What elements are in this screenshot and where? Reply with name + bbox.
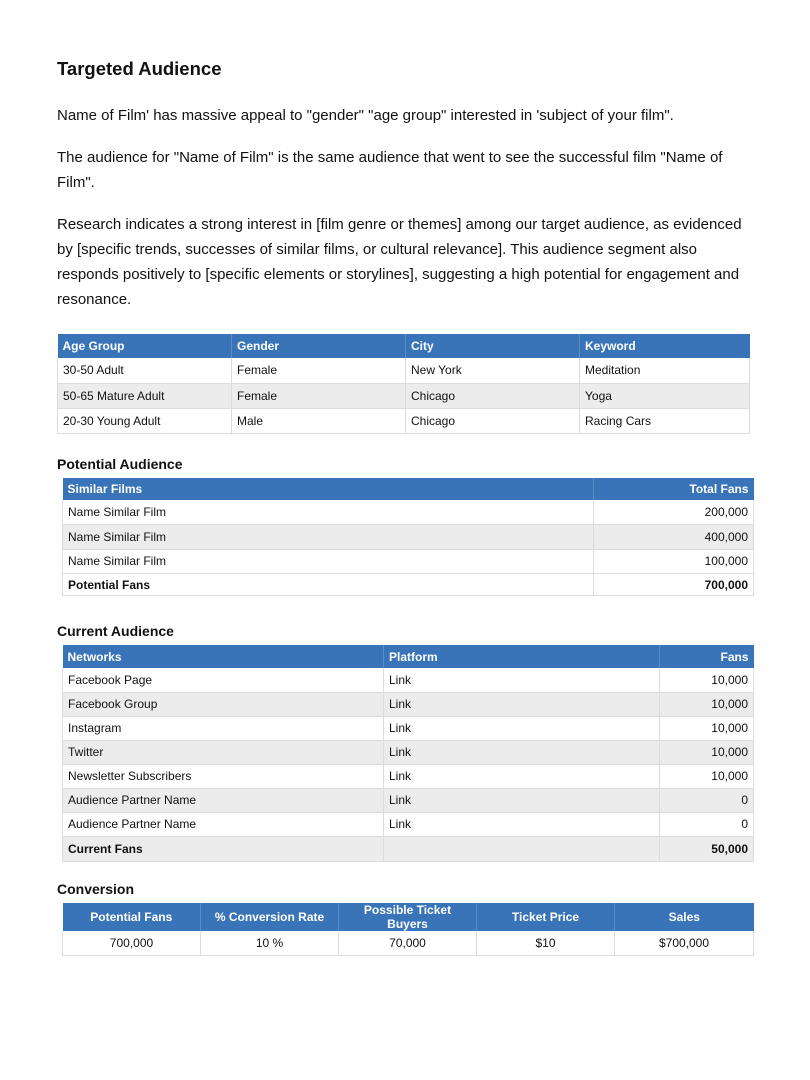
column-header: Gender xyxy=(232,334,406,358)
table-cell: Facebook Group xyxy=(63,692,384,716)
column-header: Potential Fans xyxy=(63,903,201,931)
table-cell: Potential Fans xyxy=(63,574,594,596)
table-row xyxy=(58,358,750,383)
table-row xyxy=(63,716,754,740)
intro-paragraph-3: Research indicates a strong interest in [film genre or themes] among our target audience, as evidenced by [specific trends, successes of similar films, or cultural relevance]. This audience segment also responds positively to [specific elements or storylines], suggesting a high potential for engagement and resonance. xyxy=(57,216,742,308)
table-cell: New York xyxy=(406,358,580,383)
table-cell: Link xyxy=(384,692,660,716)
potential-audience-heading: Potential Audience xyxy=(57,456,183,472)
table-cell: Meditation xyxy=(580,358,750,383)
table-cell: Chicago xyxy=(406,383,580,408)
table-cell: $10 xyxy=(477,931,615,955)
intro-paragraph-1: Name of Film' has massive appeal to "gender" "age group" interested in 'subject of your film". xyxy=(57,107,674,124)
table-cell: Current Fans xyxy=(63,836,384,861)
table-header-row xyxy=(63,903,754,931)
table-cell: 20-30 Young Adult xyxy=(58,408,232,433)
table-cell: 50-65 Mature Adult xyxy=(58,383,232,408)
table-row xyxy=(63,549,754,574)
column-header: Ticket Price xyxy=(477,903,615,931)
column-header: Similar Films xyxy=(63,478,594,500)
table-cell: Instagram xyxy=(63,716,384,740)
table-cell: Link xyxy=(384,716,660,740)
table-row xyxy=(63,788,754,812)
table-cell: Female xyxy=(232,358,406,383)
table-cell: Twitter xyxy=(63,740,384,764)
table-row xyxy=(63,764,754,788)
table-cell: Name Similar Film xyxy=(63,549,594,574)
page-title: Targeted Audience xyxy=(57,58,222,79)
table-cell: 10,000 xyxy=(660,716,754,740)
audience-demographics-table xyxy=(57,334,750,434)
table-cell: Link xyxy=(384,740,660,764)
table-row xyxy=(63,525,754,550)
table-cell: 700,000 xyxy=(63,931,201,955)
table-cell: Facebook Page xyxy=(63,668,384,692)
table-cell: Racing Cars xyxy=(580,408,750,433)
table-row xyxy=(63,500,754,525)
table-cell: Link xyxy=(384,764,660,788)
table-cell: Link xyxy=(384,812,660,836)
table-cell: 100,000 xyxy=(594,549,754,574)
table-cell: 10,000 xyxy=(660,668,754,692)
table-row xyxy=(63,740,754,764)
column-header: Possible Ticket Buyers xyxy=(339,903,477,931)
table-cell: $700,000 xyxy=(615,931,754,955)
table-row xyxy=(63,812,754,836)
column-header: Keyword xyxy=(580,334,750,358)
table-row xyxy=(63,692,754,716)
table-cell: 50,000 xyxy=(660,836,754,861)
table-cell: Newsletter Subscribers xyxy=(63,764,384,788)
table-cell: Female xyxy=(232,383,406,408)
table-cell: Audience Partner Name xyxy=(63,812,384,836)
table-cell: Male xyxy=(232,408,406,433)
column-header: City xyxy=(406,334,580,358)
conversion-table xyxy=(62,903,754,956)
potential-audience-table xyxy=(62,478,754,596)
table-cell: 0 xyxy=(660,812,754,836)
table-cell: 400,000 xyxy=(594,525,754,550)
column-header: Total Fans xyxy=(594,478,754,500)
table-cell: Chicago xyxy=(406,408,580,433)
table-cell: 70,000 xyxy=(339,931,477,955)
table-row xyxy=(58,383,750,408)
table-row xyxy=(63,668,754,692)
table-cell: 10,000 xyxy=(660,740,754,764)
total-row xyxy=(63,836,754,861)
total-row xyxy=(63,574,754,596)
table-cell: 30-50 Adult xyxy=(58,358,232,383)
table-cell: 10 % xyxy=(201,931,339,955)
table-cell: 10,000 xyxy=(660,692,754,716)
conversion-heading: Conversion xyxy=(57,881,135,897)
table-cell: Name Similar Film xyxy=(63,500,594,525)
table-cell: Yoga xyxy=(580,383,750,408)
column-header: Networks xyxy=(63,645,384,668)
table-header-row xyxy=(58,334,750,358)
current-audience-heading: Current Audience xyxy=(57,623,174,639)
table-header-row xyxy=(63,645,754,668)
table-cell: 10,000 xyxy=(660,764,754,788)
table-row xyxy=(63,931,754,955)
column-header: Fans xyxy=(660,645,754,668)
intro-paragraph-2: The audience for "Name of Film" is the same audience that went to see the successful film "Name of Film". xyxy=(57,149,723,191)
table-cell: Link xyxy=(384,788,660,812)
table-cell: 700,000 xyxy=(594,574,754,596)
table-cell xyxy=(384,836,660,861)
column-header: % Conversion Rate xyxy=(201,903,339,931)
column-header: Sales xyxy=(615,903,754,931)
column-header: Platform xyxy=(384,645,660,668)
table-cell: Name Similar Film xyxy=(63,525,594,550)
column-header: Age Group xyxy=(58,334,232,358)
current-audience-table xyxy=(62,645,754,862)
table-cell: 200,000 xyxy=(594,500,754,525)
table-cell: Link xyxy=(384,668,660,692)
table-cell: 0 xyxy=(660,788,754,812)
table-row xyxy=(58,408,750,433)
table-header-row xyxy=(63,478,754,500)
table-cell: Audience Partner Name xyxy=(63,788,384,812)
